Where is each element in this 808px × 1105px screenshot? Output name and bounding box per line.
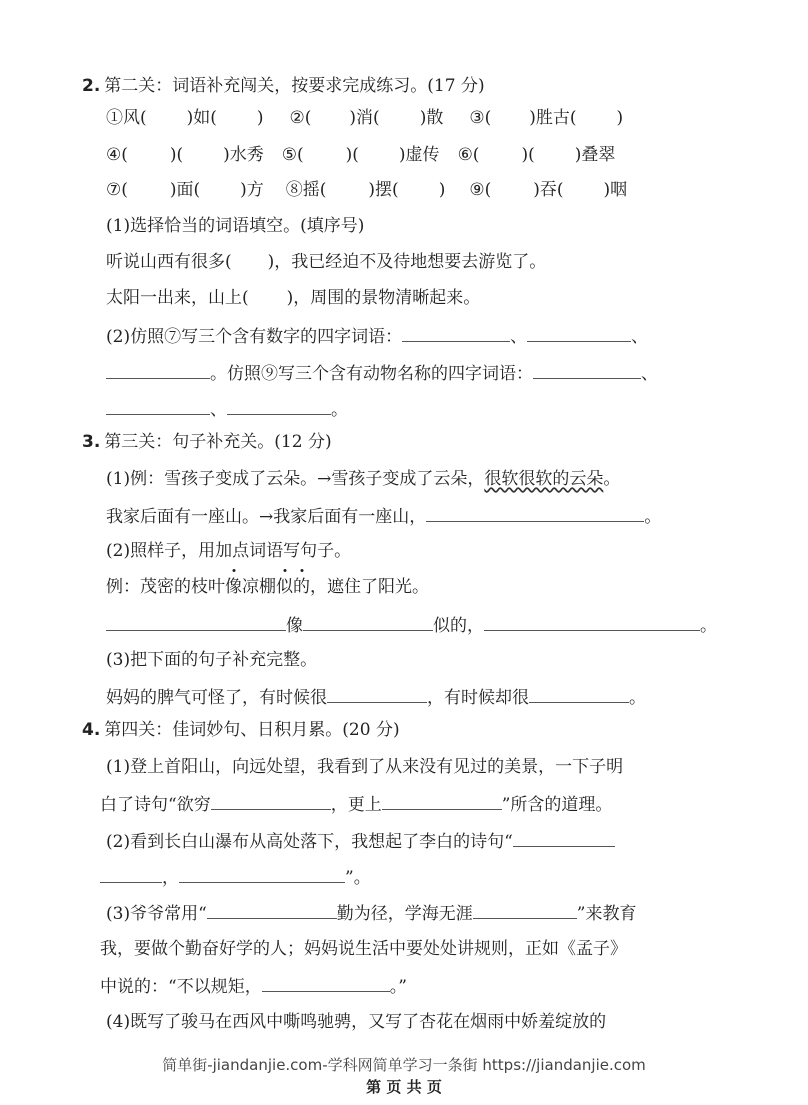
sub2-text: (2)仿照⑦写三个含有数字的四字词语：	[106, 327, 403, 347]
answer-blank[interactable]	[382, 791, 502, 810]
q4-s1-line2	[100, 791, 612, 815]
q2-item-text: )吞(	[533, 180, 564, 200]
q2-item-text: )叠翠	[574, 145, 616, 165]
q2-item-text: )虚传	[398, 145, 440, 165]
answer-blank[interactable]	[327, 684, 427, 703]
q3-question1	[106, 503, 661, 527]
separator: 、	[631, 327, 649, 347]
q2-title: 第二关：词语补充闯关，按要求完成练习。(17 分)	[104, 76, 485, 96]
q2-item-text: )	[256, 108, 264, 128]
q2-sub2-line2	[106, 360, 658, 384]
q2-item-text: )(	[169, 145, 184, 165]
answer-blank[interactable]	[529, 684, 629, 703]
question-text: 我家后面有一座山。→我家后面有一座山，	[106, 507, 427, 527]
q2-item-text: )方	[240, 180, 264, 200]
q3-example2	[106, 575, 429, 599]
q2-item-text: )水秀	[223, 145, 264, 165]
fill-word: 像	[286, 616, 303, 636]
wavy-underlined-text: 很软很软的云朵	[484, 469, 604, 489]
example-text: ，遮住了阳光。	[310, 577, 429, 597]
answer-blank[interactable]	[402, 323, 510, 342]
q2-item-text: )面(	[169, 180, 201, 200]
q2-number: 2.	[82, 76, 101, 96]
q2-item-text: )	[616, 108, 624, 128]
sentence-text: 中说的：“不以规矩，	[100, 977, 262, 997]
comma: ，	[162, 868, 179, 888]
q2-item-text: ⑥(	[457, 145, 480, 165]
q4-heading	[82, 718, 400, 742]
q4-s1-line1: (1)登上首阳山，向远处望，我看到了从来没有见过的美景，一下子明	[106, 757, 624, 777]
q4-s4-line1: (4)既写了骏马在西风中嘶鸣驰骋，又写了杏花在烟雨中娇羞绽放的	[106, 1012, 607, 1032]
q3-sub2: (2)照样子，用加点词语写句子。	[106, 541, 352, 561]
answer-blank[interactable]	[211, 791, 331, 810]
answer-blank[interactable]	[106, 396, 210, 415]
q2-item-text: )摆(	[368, 180, 399, 200]
sub2-text: 。仿照⑨写三个含有动物名称的四字词语：	[210, 364, 533, 384]
q4-number: 4.	[82, 720, 101, 740]
period: 。	[629, 688, 646, 708]
answer-blank[interactable]	[426, 503, 644, 522]
period: 。	[331, 400, 348, 420]
q2-item-text: )消(	[349, 108, 380, 128]
q2-row2	[106, 143, 615, 167]
q4-s2-line1	[106, 828, 615, 852]
dotted-word: 的	[293, 577, 310, 597]
q2-item-text: ⑧摇(	[285, 180, 327, 200]
sentence-text: 听说山西有很多(	[106, 252, 232, 272]
q2-item-text: )	[438, 180, 446, 200]
period: 。	[644, 507, 662, 527]
q2-item-text: )(	[521, 145, 535, 165]
q4-s2-line2	[100, 864, 371, 888]
q2-item-text: ①风(	[106, 108, 147, 128]
q4-s3-line2: 我，要做个勤奋好学的人；妈妈说生活中要处处讲规则，正如《孟子》	[100, 939, 627, 959]
q3-example1	[106, 467, 620, 491]
answer-blank[interactable]	[106, 612, 286, 631]
q3-title: 第三关：句子补充关。(12 分)	[104, 432, 332, 452]
q2-item-text: ⑤(	[281, 145, 304, 165]
q3-fill2	[106, 612, 717, 636]
answer-blank[interactable]	[227, 396, 331, 415]
sentence-text: ”所含的道理。	[501, 795, 613, 815]
q2-item-text: ③(	[469, 108, 492, 128]
answer-blank[interactable]	[513, 828, 615, 847]
sentence-text: (3)爷爷常用“	[106, 904, 207, 924]
sentence-text: ，有时候却很	[427, 688, 529, 708]
q3-number: 3.	[82, 432, 101, 452]
sentence-text: )，周围的景物清晰起来。	[286, 288, 481, 308]
q4-s3-line3	[100, 973, 407, 997]
separator: 、	[510, 327, 528, 347]
q3-sub3: (3)把下面的句子补充完整。	[106, 650, 318, 670]
q2-sub2-line1	[106, 323, 648, 347]
q4-title: 第四关：佳词妙句、日积月累。(20 分)	[104, 720, 400, 740]
q2-item-text: )胜古(	[529, 108, 577, 128]
sentence-text: (2)看到长白山瀑布从高处落下，我想起了李白的诗句“	[106, 832, 513, 852]
q2-item-text: )如(	[186, 108, 217, 128]
separator: 、	[210, 400, 227, 420]
dotted-word: 似	[276, 577, 293, 597]
q2-sentence-a	[106, 250, 546, 274]
q3-heading	[82, 430, 332, 454]
period: 。	[700, 616, 717, 636]
example-text: 例：茂密的枝叶	[106, 577, 225, 597]
source-footer: 简单街-jiandanjie.com-学科网简单学习一条街 https://jiandanjie.com	[162, 1056, 646, 1074]
sentence-text: ，更上	[330, 795, 382, 815]
q2-item-text: )散	[419, 108, 444, 128]
q2-row1	[106, 106, 623, 130]
sentence-text: ”。	[345, 868, 371, 888]
answer-blank[interactable]	[207, 900, 337, 919]
q2-item-text: ④(	[106, 145, 128, 165]
period: 。	[603, 469, 621, 489]
answer-blank[interactable]	[100, 864, 162, 883]
q2-item-text: )(	[345, 145, 359, 165]
fill-word: 似的，	[433, 616, 484, 636]
answer-blank[interactable]	[533, 360, 641, 379]
q3-fill3	[106, 684, 646, 708]
sentence-text: 勤为径，学海无涯	[336, 904, 473, 924]
answer-blank[interactable]	[106, 360, 210, 379]
q2-row3	[106, 178, 627, 202]
page-number-footer: 第 页 共 页	[366, 1078, 442, 1096]
sentence-text: )，我已经迫不及待地想要去游览了。	[267, 252, 547, 272]
answer-blank[interactable]	[473, 900, 577, 919]
example-text: (1)例：雪孩子变成了云朵。→雪孩子变成了云朵，	[106, 469, 485, 489]
answer-blank[interactable]	[179, 864, 345, 883]
answer-blank[interactable]	[527, 323, 631, 342]
q2-sentence-b	[106, 286, 480, 310]
q2-item-text: ⑦(	[106, 180, 128, 200]
q2-heading	[82, 74, 485, 98]
answer-blank[interactable]	[262, 973, 390, 992]
q2-item-text: ⑨(	[469, 180, 492, 200]
sentence-text: 。”	[389, 977, 407, 997]
example-text: 凉棚	[242, 577, 276, 597]
sentence-text: 太阳一出来，山上(	[106, 288, 249, 308]
sentence-text: 白了诗句“欲穷	[100, 795, 211, 815]
q2-sub2-line3	[106, 396, 348, 420]
q2-sub1: (1)选择恰当的词语填空。(填序号)	[106, 216, 365, 236]
dotted-word: 像	[225, 577, 242, 597]
sentence-text: ”来教育	[576, 904, 637, 924]
answer-blank[interactable]	[303, 612, 433, 631]
sentence-text: 妈妈的脾气可怪了，有时候很	[106, 688, 327, 708]
q2-item-text: ②(	[289, 108, 312, 128]
q2-item-text: )咽	[603, 180, 628, 200]
separator: 、	[641, 364, 658, 384]
q4-s3-line1	[106, 900, 636, 924]
answer-blank[interactable]	[484, 612, 700, 631]
